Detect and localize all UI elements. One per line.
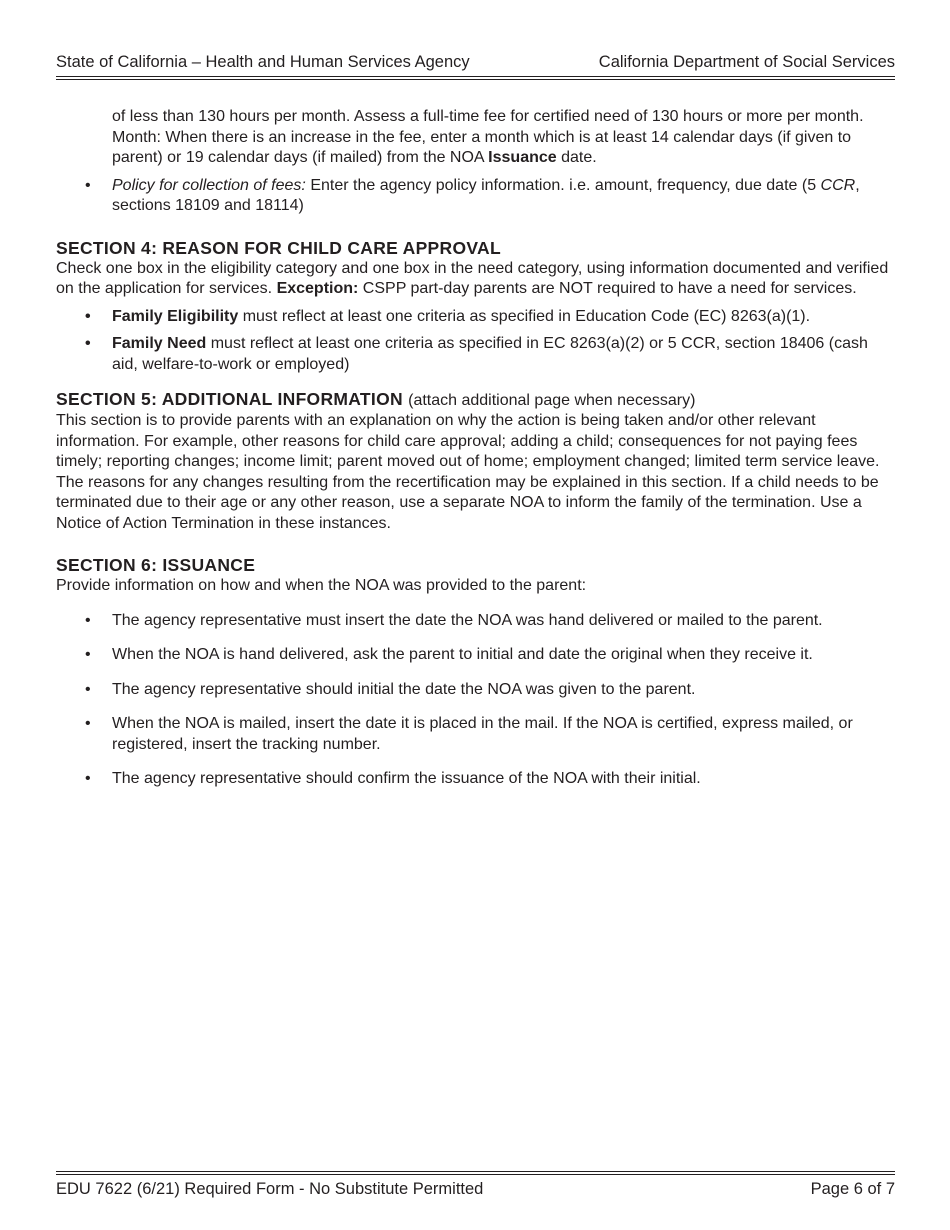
issuance-bold: Issuance <box>488 149 557 166</box>
footer-page-number: Page 6 of 7 <box>810 1180 895 1198</box>
list-item: • The agency representative should initial the date the NOA was given to the parent. <box>56 680 895 701</box>
list-item: • Family Eligibility must reflect at least one criteria as specified in Education Code (EC) 8263(a)(1). <box>56 307 895 328</box>
page-content <box>56 107 895 790</box>
list-item: • When the NOA is mailed, insert the date it is placed in the mail. If the NOA is certified, express mailed, or registered, insert the tracking number. <box>85 715 853 753</box>
bullet-glyph: • <box>85 611 91 629</box>
fee-policy-list <box>56 176 895 217</box>
document-page <box>56 0 895 1230</box>
list-item: • Policy for collection of fees: Enter the agency policy information. i.e. amount, frequency, due date (5 CCR, sections 18109 and 18114) <box>85 176 860 214</box>
footer-rule-bottom <box>56 1174 895 1175</box>
bullet-glyph: • <box>85 176 91 194</box>
header-department: California Department of Social Services <box>598 53 895 71</box>
header-agency: State of California – Health and Human Services Agency <box>56 53 470 71</box>
bullet-glyph: • <box>85 307 91 325</box>
list-item: • Family Need must reflect at least one criteria as specified in EC 8263(a)(2) or 5 CCR, section 18406 (cash aid, welfare-to-work or employed) <box>85 335 868 373</box>
list-item: • The agency representative must insert the date the NOA was hand delivered or mailed to the parent. <box>56 611 895 632</box>
section-5-paragraph: This section is to provide parents with an explanation on why the action is being taken and/or other relevant information. For example, other reasons for child care approval; adding a child; consequences for not paying fees timely; reporting changes; income limit; parent moved out of home; employment changed; limited term service leave. The reasons for any changes resulting from the recertification may be explained in this section. If a child needs to be terminated due to their age or any other reason, use a separate NOA to inform the family of the termination. Use a Notice of Action Termination in these instances. <box>56 412 880 532</box>
header-rule-bottom <box>56 79 895 80</box>
list-item: • The agency representative should confirm the issuance of the NOA with their initial. <box>56 769 895 790</box>
bullet-glyph: • <box>85 335 91 352</box>
section-4-paragraph: Check one box in the eligibility category and one box in the need category, using information documented and verified on the application for services. Exception: CSPP part-day parents are NOT required to have a need for services. <box>56 259 889 297</box>
header-rule-top <box>56 76 895 77</box>
section-6-list <box>56 611 895 790</box>
bullet-glyph: • <box>85 680 91 698</box>
section-5-heading: SECTION 5: ADDITIONAL INFORMATION (attach additional page when necessary) <box>56 389 696 409</box>
section-4-list <box>56 307 895 376</box>
bullet-glyph: • <box>85 646 91 663</box>
footer-form-id: EDU 7622 (6/21) Required Form - No Substitute Permitted <box>56 1180 484 1198</box>
fee-continuation-paragraph: of less than 130 hours per month. Assess a full-time fee for certified need of 130 hours or more per month. Month: When there is an increase in the fee, enter a month which is at least 14 calendar days (if given to parent) or 19 calendar days (if mailed) from the NOA Issuance date. <box>112 108 864 166</box>
section-6-heading: SECTION 6: ISSUANCE <box>56 555 256 575</box>
section-5-note: (attach additional page when necessary) <box>408 392 696 409</box>
section-6-paragraph: Provide information on how and when the NOA was provided to the parent: <box>56 577 587 594</box>
exception-label: Exception: <box>276 280 359 297</box>
section-4-heading: SECTION 4: REASON FOR CHILD CARE APPROVAL <box>56 237 501 258</box>
list-item: • When the NOA is hand delivered, ask the parent to initial and date the original when they receive it. <box>56 645 895 666</box>
bullet-glyph: • <box>85 770 91 787</box>
policy-label: Policy for collection of fees: <box>112 176 306 194</box>
bullet-glyph: • <box>85 715 91 732</box>
footer-rule-top <box>56 1171 895 1172</box>
